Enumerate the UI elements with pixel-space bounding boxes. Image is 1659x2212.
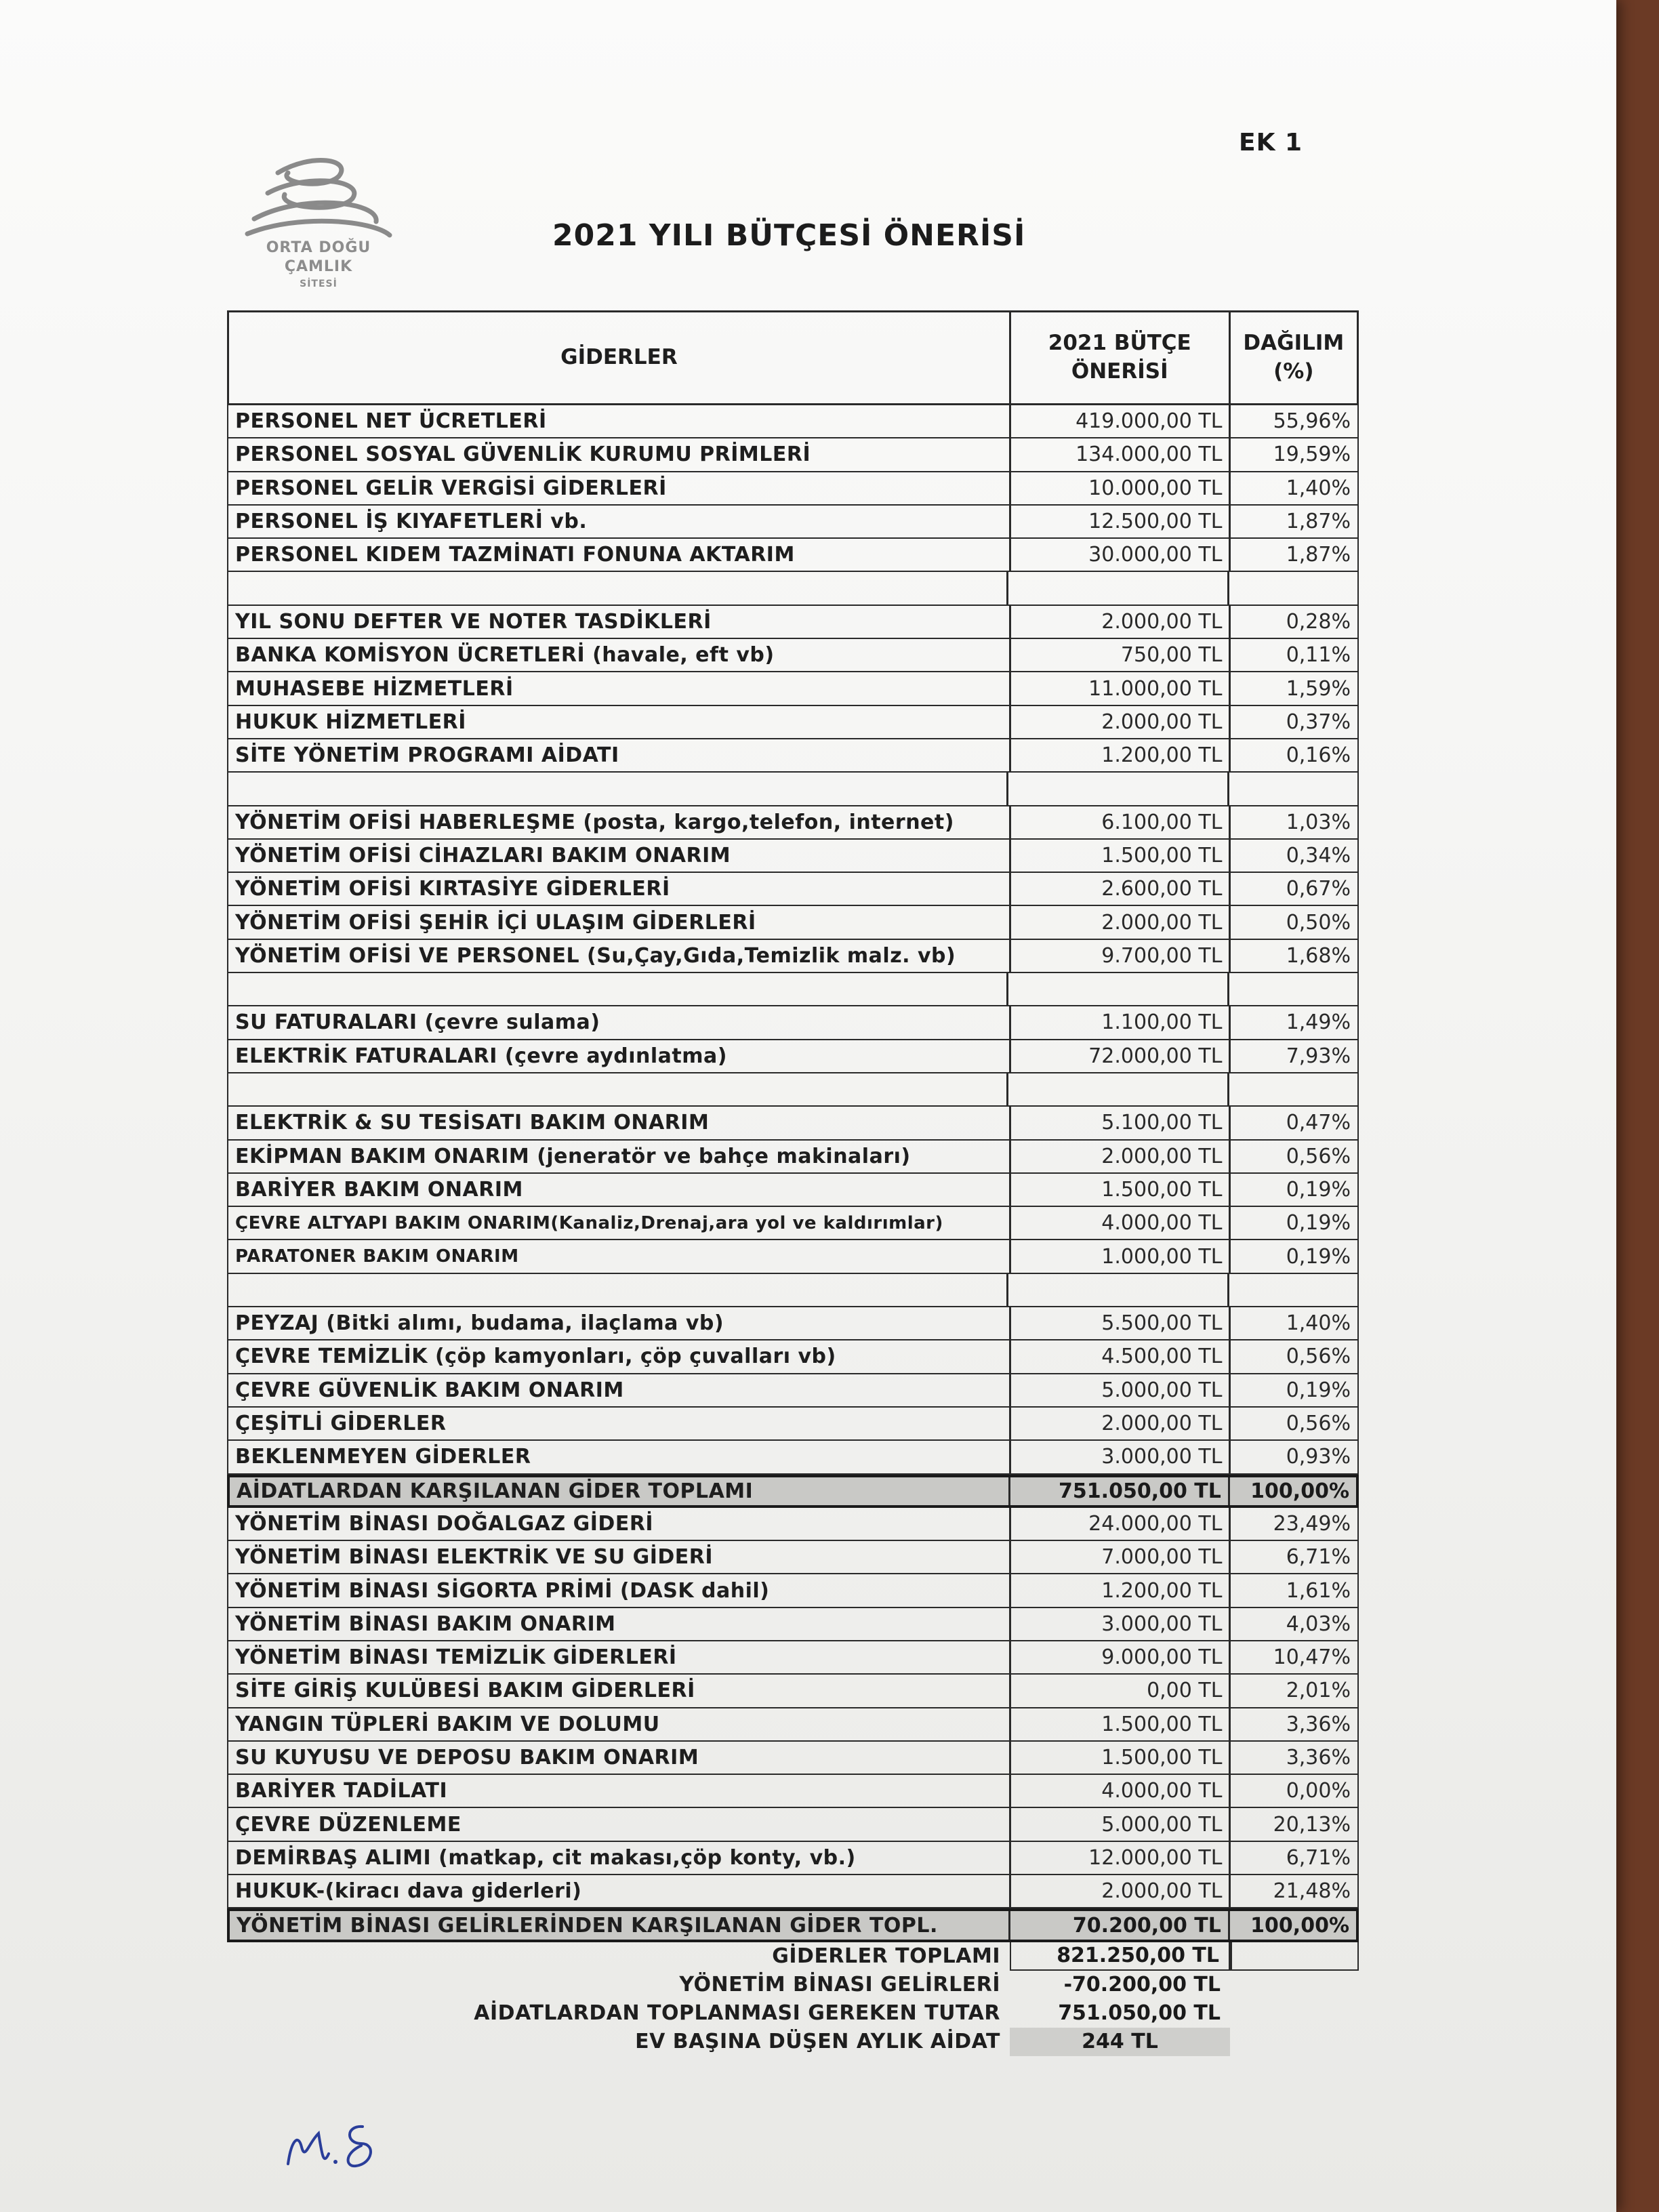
summary-label: GİDERLER TOPLAMI: [772, 1944, 1000, 1969]
summary-label: EV BAŞINA DÜŞEN AYLIK AİDAT: [635, 2030, 1000, 2054]
summary-empty-cell: [1230, 1942, 1359, 1971]
table-row: [227, 1441, 1359, 1474]
distribution-pct: 0,47%: [1229, 1107, 1357, 1139]
budget-amount: 72.000,00 TL: [1009, 1040, 1229, 1072]
table-row: [227, 606, 1359, 639]
expense-label: ELEKTRİK FATURALARI (çevre aydınlatma): [235, 1044, 727, 1068]
distribution-pct: 1,59%: [1229, 672, 1357, 704]
distribution-pct: 1,68%: [1229, 940, 1357, 972]
budget-amount: 12.000,00 TL: [1009, 1842, 1229, 1874]
expense-label: YÖNETİM OFİSİ KIRTASİYE GİDERLERİ: [235, 877, 670, 901]
table-row: [227, 1808, 1359, 1841]
expense-label: PEYZAJ (Bitki alımı, budama, ilaçlama vb): [235, 1311, 724, 1336]
budget-amount: 1.200,00 TL: [1009, 1574, 1229, 1606]
table-row: [227, 1340, 1359, 1374]
distribution-pct: 0,00%: [1229, 1775, 1357, 1807]
budget-amount: 2.000,00 TL: [1009, 1875, 1229, 1907]
distribution-pct: 1,87%: [1229, 506, 1357, 537]
distribution-pct: 4,03%: [1229, 1608, 1357, 1640]
summary-block: [227, 1942, 1359, 2056]
table-row: [227, 639, 1359, 672]
group-separator: [227, 973, 1359, 1006]
summary-label: AİDATLARDAN TOPLANMASI GEREKEN TUTAR: [474, 2001, 1000, 2026]
distribution-pct: 2,01%: [1229, 1675, 1357, 1706]
expense-label: BARİYER BAKIM ONARIM: [235, 1177, 523, 1202]
budget-amount: 134.000,00 TL: [1009, 438, 1229, 470]
expense-label: AİDATLARDAN KARŞILANAN GİDER TOPLAMI: [237, 1479, 754, 1503]
expense-label: YÖNETİM BİNASI ELEKTRİK VE SU GİDERİ: [235, 1545, 714, 1570]
expense-label: ÇEVRE ALTYAPI BAKIM ONARIM(Kanaliz,Drenaj,ara yol ve kaldırımlar): [235, 1212, 943, 1233]
expense-label: YÖNETİM OFİSİ ŞEHİR İÇİ ULAŞIM GİDERLERİ: [235, 910, 756, 935]
subtotal-row: [227, 1475, 1359, 1508]
expense-label: YÖNETİM BİNASI TEMİZLİK GİDERLERİ: [235, 1645, 677, 1670]
budget-amount: 11.000,00 TL: [1009, 672, 1229, 704]
table-row: [227, 506, 1359, 539]
expense-label: ÇEVRE GÜVENLİK BAKIM ONARIM: [235, 1378, 624, 1402]
expense-label: EKİPMAN BAKIM ONARIM (jeneratör ve bahçe makinaları): [235, 1144, 911, 1168]
distribution-pct: 23,49%: [1229, 1508, 1357, 1540]
table-row: [227, 840, 1359, 873]
table-row: [227, 1608, 1359, 1641]
summary-value: -70.200,00 TL: [1063, 1973, 1221, 1997]
budget-amount: 1.500,00 TL: [1009, 840, 1229, 872]
distribution-pct: 100,00%: [1228, 1477, 1356, 1505]
table-row: [227, 1307, 1359, 1340]
budget-amount: 1.500,00 TL: [1009, 1708, 1229, 1740]
table-row: [227, 1141, 1359, 1174]
table-row: [227, 1875, 1359, 1908]
distribution-pct: 0,50%: [1229, 906, 1357, 938]
table-row: [227, 672, 1359, 705]
table-row: [227, 906, 1359, 939]
expense-label: PERSONEL İŞ KIYAFETLERİ vb.: [235, 510, 588, 534]
distribution-pct: 7,93%: [1229, 1040, 1357, 1072]
distribution-pct: 21,48%: [1229, 1875, 1357, 1907]
expense-label: BANKA KOMİSYON ÜCRETLERİ (havale, eft vb): [235, 643, 775, 668]
table-row: [227, 1207, 1359, 1240]
budget-amount: 9.000,00 TL: [1009, 1641, 1229, 1673]
budget-amount: 5.500,00 TL: [1009, 1307, 1229, 1339]
expense-label: SİTE YÖNETİM PROGRAMI AİDATI: [235, 743, 619, 768]
table-row: [227, 1040, 1359, 1073]
expense-label: PERSONEL SOSYAL GÜVENLİK KURUMU PRİMLERİ: [235, 443, 811, 467]
budget-amount: 1.000,00 TL: [1009, 1240, 1229, 1272]
distribution-pct: 0,19%: [1229, 1374, 1357, 1406]
summary-value: 244 TL: [1010, 2028, 1230, 2056]
header-budget: 2021 BÜTÇE ÖNERİSİ: [1009, 312, 1229, 403]
logo-line-3: SİTESİ: [300, 279, 337, 289]
expense-label: ÇEŞİTLİ GİDERLER: [235, 1412, 447, 1436]
table-row: [227, 940, 1359, 973]
distribution-pct: 0,19%: [1229, 1207, 1357, 1239]
summary-value: 821.250,00 TL: [1010, 1942, 1230, 1971]
table-row: [227, 806, 1359, 840]
budget-amount: 30.000,00 TL: [1009, 539, 1229, 571]
handwritten-signature: [281, 2113, 390, 2174]
table-header: [227, 310, 1359, 405]
summary-line: [227, 1942, 1359, 1971]
expense-label: YÖNETİM BİNASI SİGORTA PRİMİ (DASK dahil): [235, 1578, 770, 1603]
expense-label: YÖNETİM OFİSİ HABERLEŞME (posta, kargo,telefon, internet): [235, 810, 954, 834]
budget-amount: 2.000,00 TL: [1009, 1141, 1229, 1172]
budget-amount: 2.000,00 TL: [1009, 1408, 1229, 1439]
expense-label: PARATONER BAKIM ONARIM: [235, 1246, 519, 1267]
group-separator: [227, 773, 1359, 806]
group-separator: [227, 1274, 1359, 1307]
group-separator: [227, 1073, 1359, 1107]
expense-label: MUHASEBE HİZMETLERİ: [235, 676, 514, 701]
budget-amount: 5.000,00 TL: [1009, 1808, 1229, 1840]
distribution-pct: 0,34%: [1229, 840, 1357, 872]
distribution-pct: 0,56%: [1229, 1340, 1357, 1372]
summary-line: [227, 1971, 1359, 1999]
budget-amount: 24.000,00 TL: [1009, 1508, 1229, 1540]
expense-label: YÖNETİM BİNASI DOĞALGAZ GİDERİ: [235, 1511, 654, 1536]
table-row: [227, 706, 1359, 739]
budget-amount: 3.000,00 TL: [1009, 1608, 1229, 1640]
distribution-pct: 6,71%: [1229, 1541, 1357, 1573]
budget-amount: 2.000,00 TL: [1009, 706, 1229, 738]
budget-amount: 2.600,00 TL: [1009, 873, 1229, 905]
budget-amount: 1.200,00 TL: [1009, 739, 1229, 771]
distribution-pct: 100,00%: [1228, 1911, 1356, 1939]
distribution-pct: 1,40%: [1229, 1307, 1357, 1339]
table-row: [227, 1775, 1359, 1808]
budget-amount: 751.050,00 TL: [1008, 1477, 1227, 1505]
table-row: [227, 1641, 1359, 1675]
expense-label: PERSONEL GELİR VERGİSİ GİDERLERİ: [235, 476, 667, 500]
expense-label: DEMİRBAŞ ALIMI (matkap, cit makası,çöp konty, vb.): [235, 1845, 856, 1870]
expense-label: BARİYER TADİLATI: [235, 1779, 448, 1803]
distribution-pct: 0,19%: [1229, 1174, 1357, 1206]
budget-table: [227, 310, 1359, 2056]
table-row: [227, 1006, 1359, 1040]
distribution-pct: 55,96%: [1229, 405, 1357, 437]
distribution-pct: 0,56%: [1229, 1408, 1357, 1439]
budget-amount: 4.000,00 TL: [1009, 1775, 1229, 1807]
budget-amount: 1.100,00 TL: [1009, 1006, 1229, 1038]
distribution-pct: 6,71%: [1229, 1842, 1357, 1874]
budget-amount: 1.500,00 TL: [1009, 1174, 1229, 1206]
budget-amount: 12.500,00 TL: [1009, 506, 1229, 537]
subtotal-row: [227, 1908, 1359, 1942]
table-row: [227, 1675, 1359, 1708]
logo-emblem-icon: [237, 146, 400, 241]
distribution-pct: 0,67%: [1229, 873, 1357, 905]
expense-label: BEKLENMEYEN GİDERLER: [235, 1445, 531, 1469]
distribution-pct: 10,47%: [1229, 1641, 1357, 1673]
table-row: [227, 438, 1359, 472]
distribution-pct: 0,19%: [1229, 1240, 1357, 1272]
budget-amount: 4.000,00 TL: [1009, 1207, 1229, 1239]
summary-line: [227, 2028, 1359, 2056]
distribution-pct: 19,59%: [1229, 438, 1357, 470]
table-row: [227, 1508, 1359, 1541]
budget-amount: 4.500,00 TL: [1009, 1340, 1229, 1372]
expense-label: YANGIN TÜPLERİ BAKIM VE DOLUMU: [235, 1712, 660, 1736]
site-logo: [237, 146, 400, 302]
expense-label: PERSONEL KIDEM TAZMİNATI FONUNA AKTARIM: [235, 543, 795, 567]
expense-label: SU FATURALARI (çevre sulama): [235, 1010, 600, 1035]
budget-amount: 2.000,00 TL: [1009, 606, 1229, 638]
budget-amount: 5.000,00 TL: [1009, 1374, 1229, 1406]
distribution-pct: 1,61%: [1229, 1574, 1357, 1606]
table-row: [227, 1842, 1359, 1875]
expense-label: ÇEVRE DÜZENLEME: [235, 1812, 462, 1837]
expense-label: HUKUK HİZMETLERİ: [235, 710, 466, 734]
summary-line: [227, 1999, 1359, 2028]
distribution-pct: 1,49%: [1229, 1006, 1357, 1038]
expense-label: YÖNETİM BİNASI GELİRLERİNDEN KARŞILANAN GİDER TOPL.: [237, 1913, 938, 1938]
table-row: [227, 1408, 1359, 1441]
table-row: [227, 739, 1359, 773]
expense-label: ÇEVRE TEMİZLİK (çöp kamyonları, çöp çuvalları vb): [235, 1345, 836, 1369]
distribution-pct: 1,03%: [1229, 806, 1357, 838]
table-row: [227, 472, 1359, 506]
table-row: [227, 405, 1359, 438]
header-distribution: DAĞILIM (%): [1229, 312, 1357, 403]
logo-line-1: ORTA DOĞU: [266, 239, 371, 256]
table-row: [227, 1574, 1359, 1607]
budget-amount: 0,00 TL: [1009, 1675, 1229, 1706]
budget-amount: 10.000,00 TL: [1009, 472, 1229, 504]
budget-amount: 70.200,00 TL: [1008, 1911, 1227, 1939]
table-row: [227, 1240, 1359, 1273]
table-row: [227, 1708, 1359, 1742]
annex-label: EK 1: [1239, 129, 1303, 157]
budget-amount: 3.000,00 TL: [1009, 1441, 1229, 1473]
budget-amount: 6.100,00 TL: [1009, 806, 1229, 838]
budget-amount: 7.000,00 TL: [1009, 1541, 1229, 1573]
table-body: [227, 405, 1359, 1942]
expense-label: HUKUK-(kiracı dava giderleri): [235, 1879, 582, 1904]
expense-label: SİTE GİRİŞ KULÜBESİ BAKIM GİDERLERİ: [235, 1679, 695, 1703]
budget-amount: 750,00 TL: [1009, 639, 1229, 671]
distribution-pct: 0,28%: [1229, 606, 1357, 638]
table-row: [227, 1541, 1359, 1574]
distribution-pct: 20,13%: [1229, 1808, 1357, 1840]
expense-label: ELEKTRİK & SU TESİSATI BAKIM ONARIM: [235, 1111, 710, 1135]
budget-amount: 9.700,00 TL: [1009, 940, 1229, 972]
document-title: 2021 YILI BÜTÇESİ ÖNERİSİ: [552, 218, 1026, 253]
budget-amount: 419.000,00 TL: [1009, 405, 1229, 437]
distribution-pct: 0,93%: [1229, 1441, 1357, 1473]
expense-label: YÖNETİM OFİSİ VE PERSONEL (Su,Çay,Gıda,Temizlik malz. vb): [235, 943, 956, 968]
table-row: [227, 873, 1359, 906]
summary-label: YÖNETİM BİNASI GELİRLERİ: [679, 1973, 1000, 1997]
distribution-pct: 0,11%: [1229, 639, 1357, 671]
table-row: [227, 539, 1359, 572]
distribution-pct: 0,16%: [1229, 739, 1357, 771]
distribution-pct: 3,36%: [1229, 1708, 1357, 1740]
budget-amount: 2.000,00 TL: [1009, 906, 1229, 938]
expense-label: SU KUYUSU VE DEPOSU BAKIM ONARIM: [235, 1746, 699, 1770]
expense-label: YÖNETİM BİNASI BAKIM ONARIM: [235, 1612, 616, 1636]
distribution-pct: 1,40%: [1229, 472, 1357, 504]
table-row: [227, 1374, 1359, 1408]
expense-label: PERSONEL NET ÜCRETLERİ: [235, 409, 547, 434]
expense-label: YIL SONU DEFTER VE NOTER TASDİKLERİ: [235, 609, 712, 634]
summary-value: 751.050,00 TL: [1058, 2001, 1221, 2026]
table-row: [227, 1742, 1359, 1775]
budget-amount: 1.500,00 TL: [1009, 1742, 1229, 1774]
expense-label: YÖNETİM OFİSİ CİHAZLARI BAKIM ONARIM: [235, 844, 731, 867]
table-row: [227, 1174, 1359, 1207]
group-separator: [227, 572, 1359, 605]
header-expenses: GİDERLER: [560, 345, 678, 370]
logo-line-2: ÇAMLIK: [284, 258, 353, 275]
distribution-pct: 0,37%: [1229, 706, 1357, 738]
table-row: [227, 1107, 1359, 1140]
distribution-pct: 0,56%: [1229, 1141, 1357, 1172]
distribution-pct: 3,36%: [1229, 1742, 1357, 1774]
budget-amount: 5.100,00 TL: [1009, 1107, 1229, 1139]
distribution-pct: 1,87%: [1229, 539, 1357, 571]
